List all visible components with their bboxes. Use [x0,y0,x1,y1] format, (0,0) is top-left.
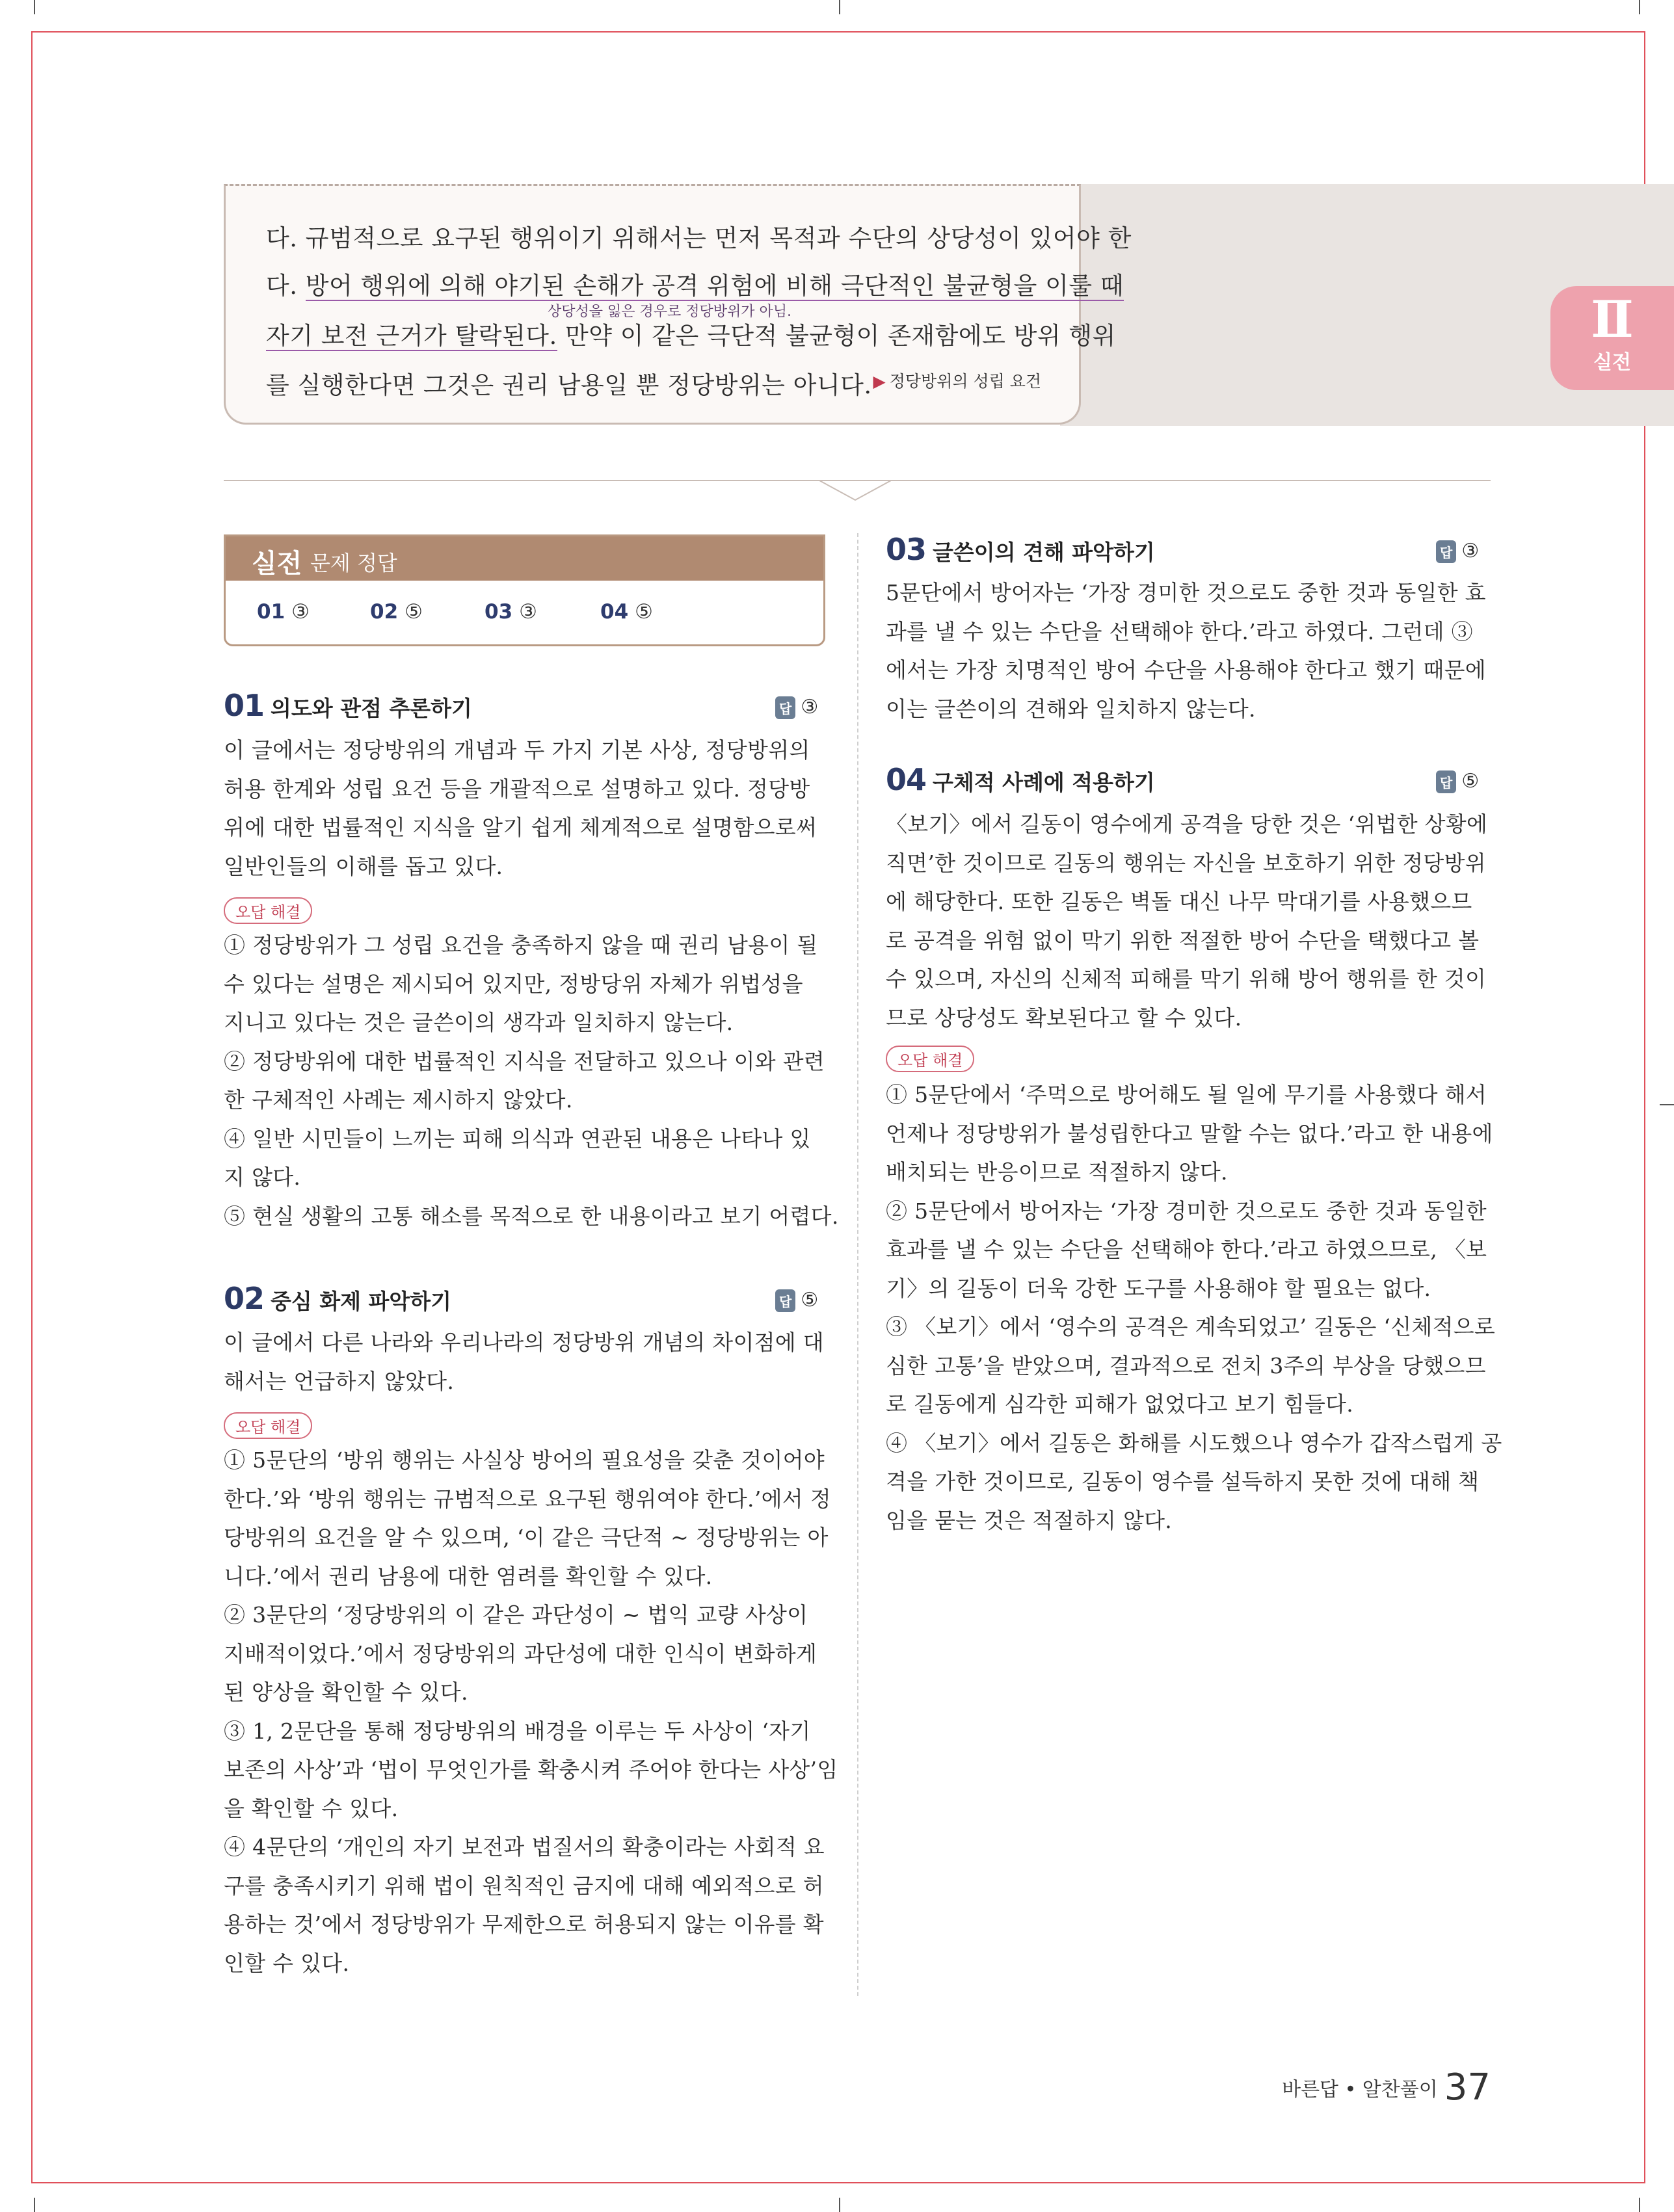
body-paragraph [224,1323,824,1401]
answer-key-box [224,534,825,646]
text-line: 과를 낼 수 있는 수단을 선택해야 한다.’라고 하였다. 그런데 ③ [886,618,1473,644]
wrong-answer-list [886,1075,1502,1540]
answer-value: ③ [519,600,537,624]
text-line: 심한 고통’을 받았으며, 결과적으로 전치 3주의 부상을 당했으므 [886,1352,1486,1378]
text-line: 인할 수 있다. [224,1950,350,1976]
quote-line [266,266,1124,301]
text-line: 보존의 사상’과 ‘법이 무엇인가를 확충시켜 주어야 한다는 사상’임 [224,1757,838,1782]
text-line: 한다.’와 ‘방위 행위는 규범적으로 요구된 행위여야 한다.’에서 정 [224,1486,831,1512]
section-number: 02 [224,1281,265,1316]
text-line: 효과를 낼 수 있는 수단을 선택해야 한다.’라고 하였으므로, 〈보 [886,1237,1487,1262]
text-line: 당방위의 요건을 알 수 있으며, ‘이 같은 극단적 ~ 정당방위는 아 [224,1525,829,1550]
answer-badge [775,696,818,719]
answer-number: 02 [370,600,399,624]
text-line: ④ 〈보기〉에서 길동은 화해를 시도했으나 영수가 갑작스럽게 공 [886,1430,1502,1456]
text-line: 수 있으며, 자신의 신체적 피해를 막기 위해 방어 행위를 한 것이 [886,966,1487,992]
text-line: 용하는 것’에서 정당방위가 무제한으로 허용되지 않는 이유를 확 [224,1912,824,1937]
crop-mark [1660,1104,1674,1105]
text-line: 구를 충족시키기 위해 법이 원칙적인 금지에 대해 예외적으로 허 [224,1873,824,1899]
section-number: 03 [886,532,927,567]
text-line: 허용 한계와 성립 요건 등을 개괄적으로 설명하고 있다. 정당방 [224,776,810,802]
section-title: 중심 화제 파악하기 [271,1289,452,1314]
section-heading-01 [224,688,472,723]
page-footer [1282,2066,1491,2109]
text-line: ③ 〈보기〉에서 ‘영수의 공격은 계속되었고’ 길동은 ‘신체적으로 [886,1314,1496,1339]
text-line: 배치되는 반응이므로 적절하지 않다. [886,1159,1228,1185]
section-title: 글쓴이의 견해 파악하기 [933,540,1155,565]
text-line: ① 5문단에서 ‘주먹으로 방어해도 될 일에 무기를 사용했다 해서 [886,1082,1487,1107]
answer-item [600,600,653,624]
answer-badge-value: ⑤ [801,1289,819,1311]
column-divider [857,533,858,1996]
quote-line: 를 실행한다면 그것은 권리 남용일 뿐 정당방위는 아니다. [266,371,872,399]
crop-mark [34,2198,35,2212]
crop-mark [34,0,35,14]
crop-mark [839,0,840,14]
text-line: 수 있다는 설명은 제시되어 있지만, 정방당위 자체가 위법성을 [224,971,803,997]
text-line: 임을 묻는 것은 적절하지 않다. [886,1507,1173,1533]
answer-badge [1436,540,1479,563]
answer-value: ⑤ [405,600,423,624]
answer-item [370,600,423,624]
text-line: 직면’한 것이므로 길동의 행위는 자신을 보호하기 위한 정당방위 [886,850,1486,876]
wrong-answer-label: 오답 해결 [224,1412,312,1439]
text-line: 지배적이었다.’에서 정당방위의 과단성에 대한 인식이 변화하게 [224,1640,817,1666]
section-heading-04 [886,762,1155,797]
wrong-answer-list [224,926,839,1235]
answer-item [257,600,310,624]
wrong-answer-label: 오답 해결 [886,1046,974,1072]
text-line: 〈보기〉에서 길동이 영수에게 공격을 당한 것은 ‘위법한 상황에 [886,811,1488,837]
quote-line: 다. 규범적으로 요구된 행위이기 위해서는 먼저 목적과 수단의 상당성이 있어야 한 [266,224,1132,252]
answer-badge-label: 답 [1436,770,1456,793]
text-line: 5문단에서 방어자는 ‘가장 경미한 것으로도 중한 것과 동일한 효 [886,580,1486,605]
reference-text: 정당방위의 성립 요건 [889,372,1041,391]
text-line: 해서는 언급하지 않았다. [224,1368,455,1394]
text-line: 된 양상을 확인할 수 있다. [224,1679,468,1705]
answer-badge-label: 답 [775,696,795,719]
quote-text: 만약 이 같은 극단적 불균형이 존재함에도 방위 행위 [557,322,1116,350]
quote-underline: 자기 보전 근거가 탈락된다. [266,322,557,350]
text-line: 지니고 있다는 것은 글쓴이의 생각과 일치하지 않는다. [224,1010,734,1035]
text-line: ④ 일반 시민들이 느끼는 피해 의식과 연관된 내용은 나타나 있 [224,1126,811,1152]
chapter-numeral: Ⅱ [1591,290,1634,349]
answer-value: ⑤ [635,600,653,624]
quote-underline: 방어 행위에 의해 야기된 손해가 공격 위험에 비해 극단적인 불균형을 이룰 때 [305,272,1124,300]
text-line: ① 5문단의 ‘방위 행위는 사실상 방어의 필요성을 갖춘 것이어야 [224,1447,825,1473]
crop-mark [1639,2198,1640,2212]
page-number: 37 [1444,2066,1491,2109]
answer-badge-label: 답 [775,1289,795,1312]
text-line: 에서는 가장 치명적인 방어 수단을 사용해야 한다고 했기 때문에 [886,657,1486,683]
answer-badge-value: ③ [1461,540,1480,562]
answer-badge [775,1289,818,1312]
text-line: 위에 대한 법률적인 지식을 알기 쉽게 체계적으로 설명함으로써 [224,815,817,840]
section-heading-02 [224,1281,451,1316]
chapter-tab [1550,286,1674,390]
footer-title: 바른답 • 알찬풀이 [1282,2078,1438,2101]
text-line: 지 않다. [224,1165,301,1190]
text-line: ⑤ 현실 생활의 고통 해소를 목적으로 한 내용이라고 보기 어렵다. [224,1203,839,1229]
quote-line [266,316,1116,351]
chapter-label: 실전 [1593,351,1631,374]
text-line: 한 구체적인 사례는 제시하지 않았다. [224,1087,573,1113]
answer-key-title: 실전 [252,549,302,579]
crop-mark [1639,0,1640,14]
text-line: 일반인들의 이해를 돕고 있다. [224,853,503,879]
text-line: 로 공격을 위험 없이 막기 위한 적절한 방어 수단을 택했다고 볼 [886,927,1480,953]
triangle-icon: ▶ [873,372,886,391]
body-paragraph [886,805,1487,1037]
divider-notch [819,469,891,502]
text-line: 격을 가한 것이므로, 길동이 영수를 설득하지 못한 것에 대해 책 [886,1469,1480,1494]
body-paragraph [224,731,817,886]
text-line: ② 3문단의 ‘정당방위의 이 같은 과단성이 ~ 법익 교량 사상이 [224,1602,808,1627]
text-line: ② 5문단에서 방어자는 ‘가장 경미한 것으로도 중한 것과 동일한 [886,1198,1487,1224]
text-line: 이는 글쓴이의 견해와 일치하지 않는다. [886,696,1256,722]
quote-box [224,184,1132,425]
answer-item [485,600,537,624]
answer-badge [1436,770,1479,793]
text-line: ③ 1, 2문단을 통해 정당방위의 배경을 이루는 두 사상이 ‘자기 [224,1718,811,1744]
wrong-answer-label: 오답 해결 [224,897,312,924]
crop-mark [839,2198,840,2212]
answer-number: 03 [485,600,513,624]
section-heading-03 [886,532,1155,567]
answer-number: 04 [600,600,629,624]
text-line: ① 정당방위가 그 성립 요건을 충족하지 않을 때 권리 남용이 될 [224,932,818,958]
quote-text: 다. [266,272,306,300]
text-line: 에 해당한다. 또한 길동은 벽돌 대신 나무 막대기를 사용했으므 [886,889,1472,914]
text-line: ② 정당방위에 대한 법률적인 지식을 전달하고 있으나 이와 관련 [224,1048,825,1074]
text-line: 로 길동에게 심각한 피해가 없었다고 보기 힘들다. [886,1391,1354,1417]
text-line: 언제나 정당방위가 불성립한다고 말할 수는 없다.’라고 한 내용에 [886,1120,1493,1146]
answer-number: 01 [257,600,286,624]
margin-annotation: 상당성을 잃은 경우로 정당방위가 아님. [548,304,791,320]
answer-badge-value: ⑤ [1461,770,1480,793]
section-title: 구체적 사례에 적용하기 [933,770,1155,795]
quote-reference [873,369,1041,392]
answer-badge-value: ③ [801,696,819,718]
text-line: 을 확인할 수 있다. [224,1795,399,1821]
text-line: 므로 상당성도 확보된다고 할 수 있다. [886,1005,1242,1031]
section-number: 04 [886,762,927,797]
answer-key-subtitle: 문제 정답 [310,551,397,575]
answer-key-header [226,536,823,581]
section-title: 의도와 관점 추론하기 [271,696,472,721]
answer-badge-label: 답 [1436,540,1456,563]
text-line: 이 글에서 다른 나라와 우리나라의 정당방위 개념의 차이점에 대 [224,1330,824,1355]
answer-value: ③ [291,600,310,624]
wrong-answer-list [224,1441,838,1982]
text-line: ④ 4문단의 ‘개인의 자기 보전과 법질서의 확충이라는 사회적 요 [224,1834,825,1860]
text-line: 이 글에서는 정당방위의 개념과 두 가지 기본 사상, 정당방위의 [224,737,810,763]
body-paragraph [886,573,1486,728]
text-line: 기〉의 길동이 더욱 강한 도구를 사용해야 할 필요는 없다. [886,1275,1431,1301]
section-number: 01 [224,688,265,723]
text-line: 니다.’에서 권리 남용에 대한 염려를 확인할 수 있다. [224,1563,713,1589]
